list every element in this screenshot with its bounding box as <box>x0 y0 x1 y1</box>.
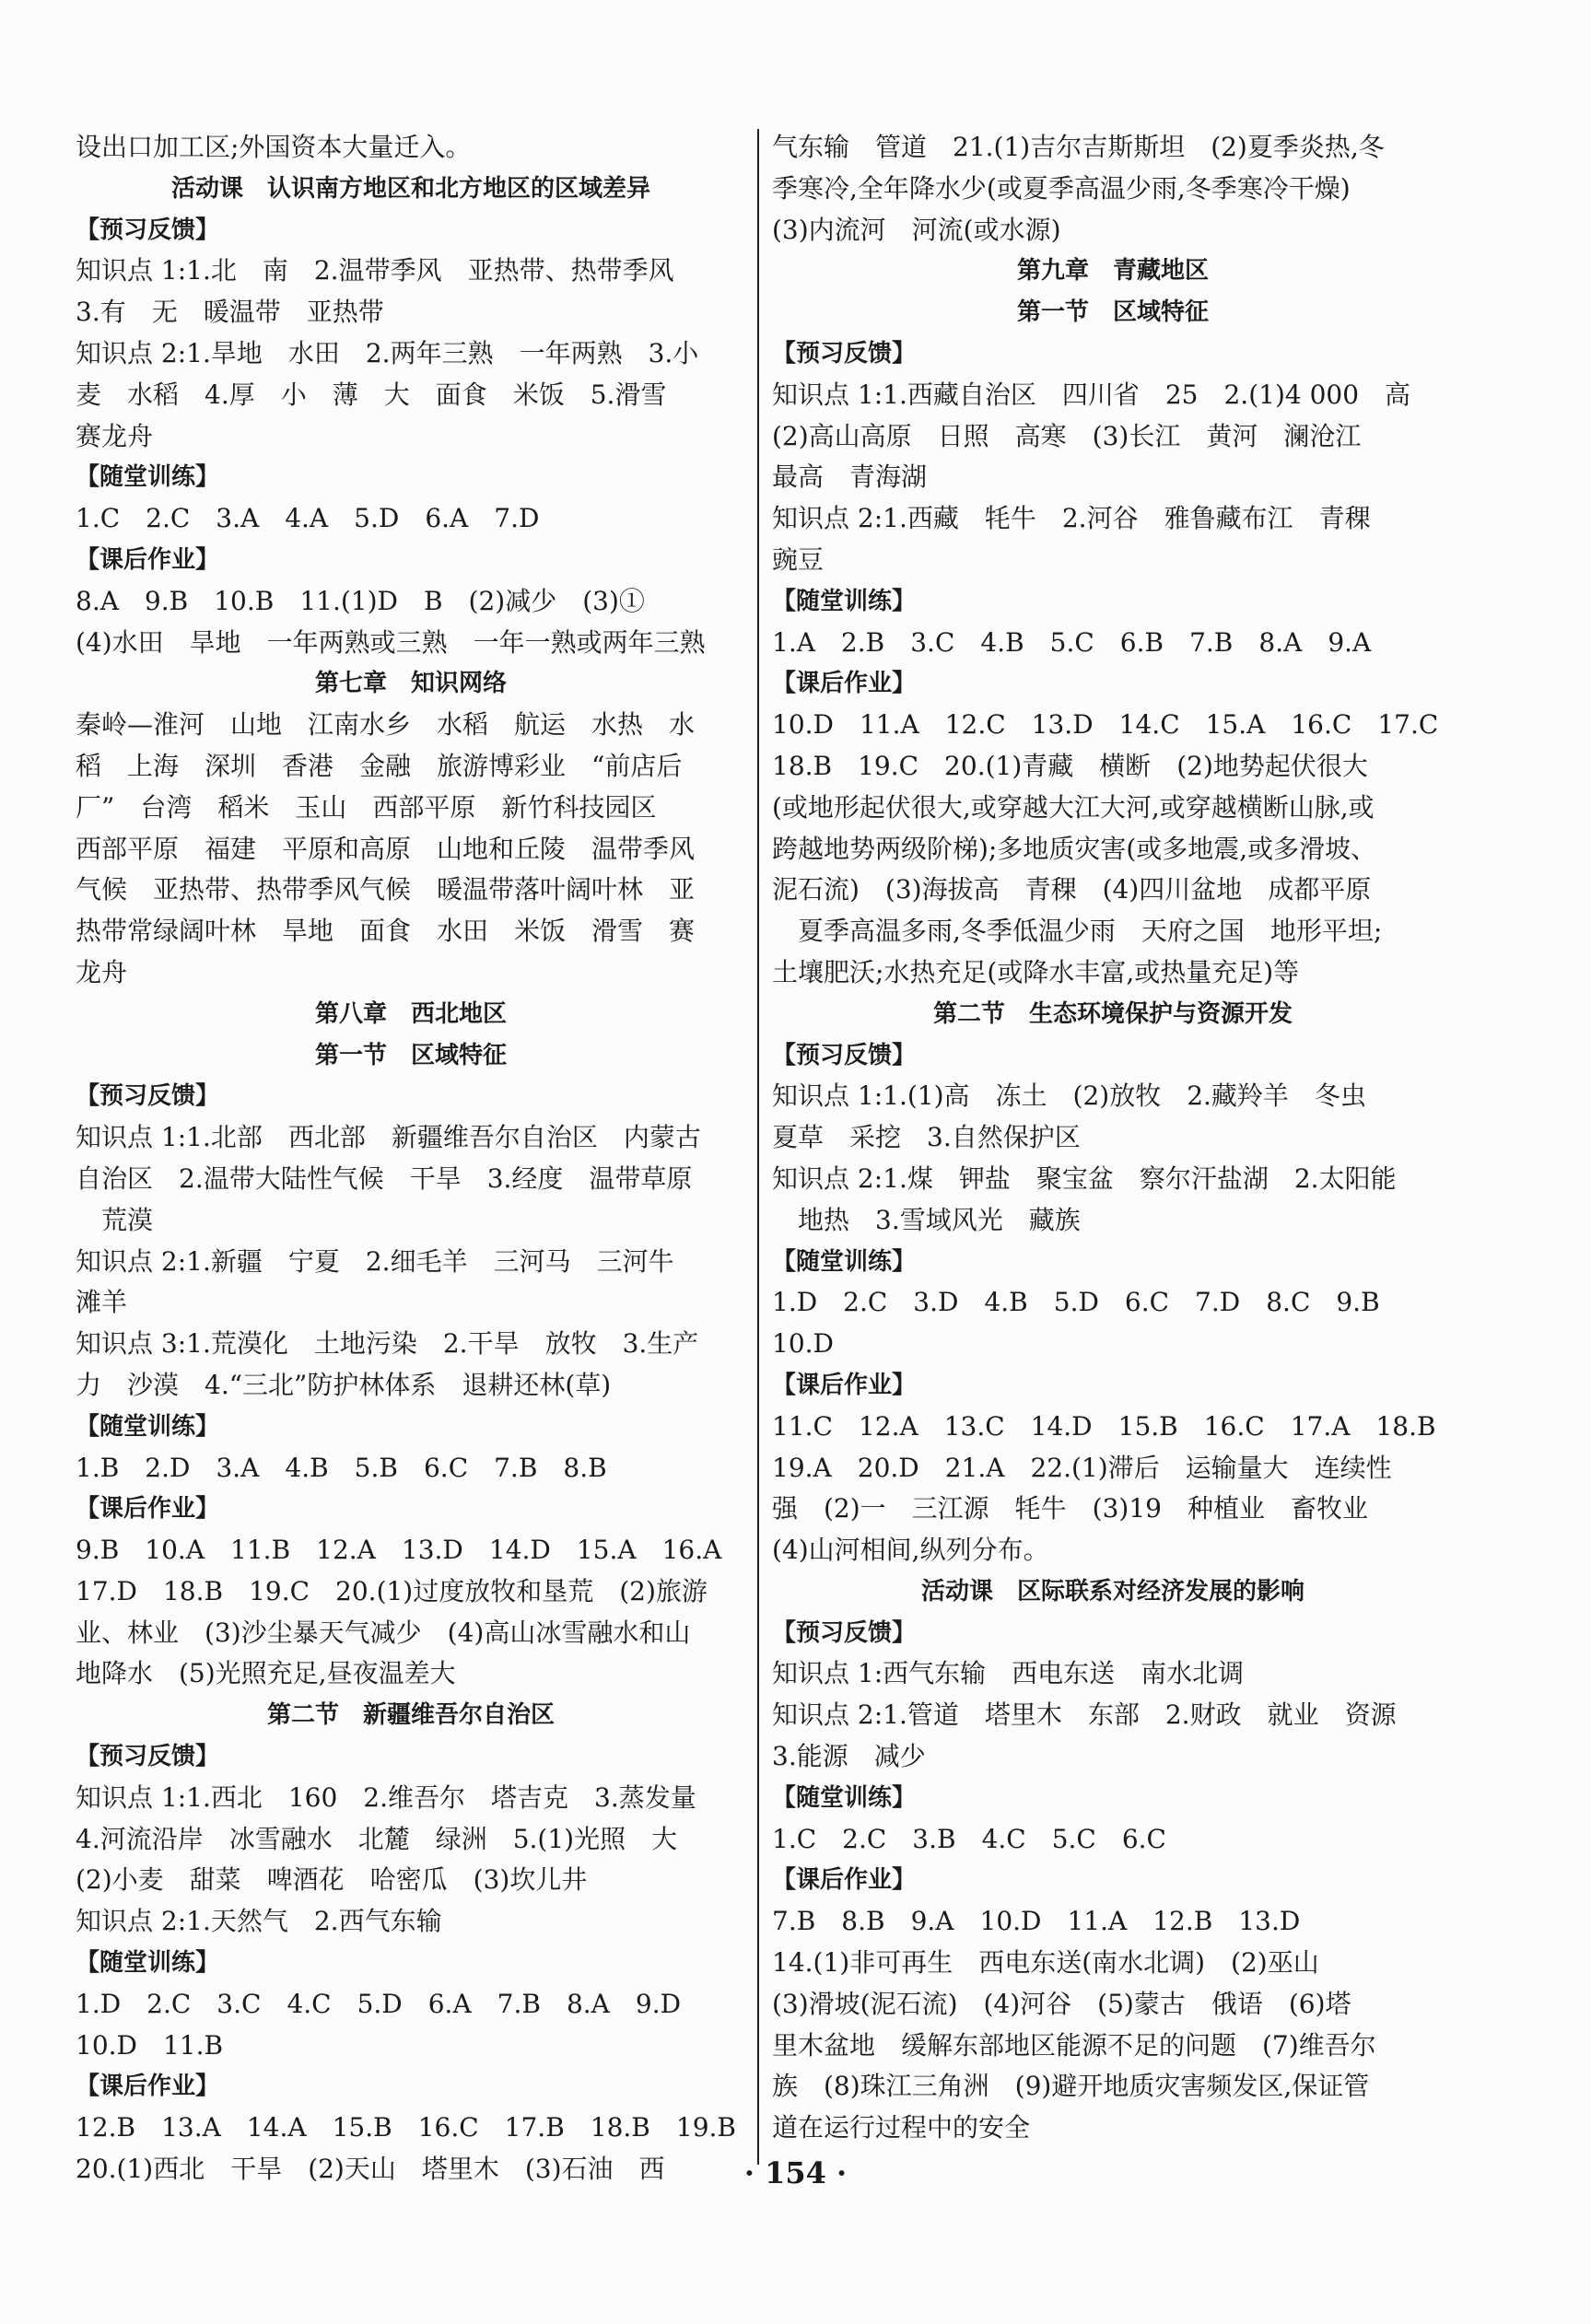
answer-line: 秦岭—淮河 山地 江南水乡 水稻 航运 水热 水 <box>76 709 696 741</box>
section-heading: 第八章 西北地区 <box>314 999 507 1028</box>
answer-line: (3)滑坡(泥石流) (4)河谷 (5)蒙古 俄语 (6)塔 <box>772 1988 1351 2019</box>
answer-line: 气东输 管道 21.(1)吉尔吉斯斯坦 (2)夏季炎热,冬 <box>772 132 1385 162</box>
answer-line: 知识点 2:1.西藏 牦牛 2.河谷 雅鲁藏布江 青稞 <box>772 503 1371 534</box>
answer-line: 龙舟 <box>76 956 128 987</box>
section-label: 【课后作业】 <box>76 545 220 574</box>
answer-line: 厂” 台湾 稻米 玉山 西部平原 新竹科技园区 <box>76 791 657 823</box>
answer-line: 17.D 18.B 19.C 20.(1)过度放牧和垦荒 (2)旅游 <box>76 1575 708 1606</box>
section-heading: 第一节 区域特征 <box>1016 298 1209 327</box>
answer-line: 豌豆 <box>772 543 825 575</box>
section-heading: 第七章 知识网络 <box>314 670 507 698</box>
section-label: 【课后作业】 <box>772 670 917 698</box>
column-divider <box>757 129 759 2165</box>
section-label: 【随堂训练】 <box>772 587 917 615</box>
section-label: 【随堂训练】 <box>772 1247 917 1276</box>
section-label: 【随堂训练】 <box>76 1412 220 1441</box>
answer-line: 知识点 2:1.管道 塔里木 东部 2.财政 就业 资源 <box>772 1699 1397 1731</box>
answer-line: 气候 亚热带、热带季风气候 暖温带落叶阔叶林 亚 <box>76 874 696 905</box>
answer-line: 夏草 采挖 3.自然保护区 <box>772 1122 1081 1153</box>
answer-line: 泥石流) (3)海拔高 青稞 (4)四川盆地 成都平原 <box>772 874 1372 905</box>
section-label: 【预习反馈】 <box>76 1082 220 1111</box>
answer-line: 设出口加工区;外国资本大量迁入。 <box>76 132 472 162</box>
answer-line: 业、林业 (3)沙尘暴天气减少 (4)高山冰雪融水和山 <box>76 1617 691 1648</box>
answer-line: 知识点 2:1.天然气 2.西气东输 <box>76 1906 442 1937</box>
answer-line: 19.A 20.D 21.A 22.(1)滞后 运输量大 连续性 <box>772 1452 1392 1483</box>
section-heading: 第二节 生态环境保护与资源开发 <box>932 999 1293 1028</box>
section-label: 【随堂训练】 <box>772 1783 917 1812</box>
section-label: 【课后作业】 <box>76 2073 220 2101</box>
answer-line: 族 (8)珠江三角洲 (9)避开地质灾害频发区,保证管 <box>772 2071 1370 2102</box>
section-label: 【课后作业】 <box>772 1866 917 1895</box>
answer-line: 知识点 1:1.北 南 2.温带季风 亚热带、热带季风 <box>76 255 674 286</box>
answer-line: 知识点 2:1.煤 钾盐 聚宝盆 察尔汗盐湖 2.太阳能 <box>772 1162 1397 1194</box>
section-label: 【预习反馈】 <box>772 1041 917 1069</box>
section-label: 【随堂训练】 <box>76 1949 220 1978</box>
answer-line: 知识点 3:1.荒漠化 土地污染 2.干旱 放牧 3.生产 <box>76 1328 699 1360</box>
answer-line: 10.D <box>772 1328 834 1360</box>
answer-line: 季寒冷,全年降水少(或夏季高温少雨,冬季寒冷干燥) <box>772 172 1351 204</box>
answer-line: 地降水 (5)光照充足,昼夜温差大 <box>76 1658 456 1689</box>
answer-line: 11.C 12.A 13.C 14.D 15.B 16.C 17.A 18.B <box>772 1410 1436 1442</box>
answer-line: 热带常绿阔叶林 旱地 面食 水田 米饭 滑雪 赛 <box>76 916 696 947</box>
answer-line: 1.C 2.C 3.A 4.A 5.D 6.A 7.D <box>76 503 540 534</box>
answer-line: (或地形起伏很大,或穿越大江大河,或穿越横断山脉,或 <box>772 791 1375 823</box>
answer-line: 知识点 1:1.西藏自治区 四川省 25 2.(1)4 000 高 <box>772 379 1411 410</box>
answer-line: 12.B 13.A 14.A 15.B 16.C 17.B 18.B 19.B <box>76 2112 736 2143</box>
section-heading: 第九章 青藏地区 <box>1016 257 1209 286</box>
answer-line: 3.有 无 暖温带 亚热带 <box>76 297 384 328</box>
answer-line: 夏季高温多雨,冬季低温少雨 天府之国 地形平坦; <box>772 916 1383 947</box>
left-column <box>76 127 746 2190</box>
section-label: 【课后作业】 <box>76 1495 220 1524</box>
answer-line: 4.河流沿岸 冰雪融水 北麓 绿洲 5.(1)光照 大 <box>76 1823 678 1854</box>
answer-line: 18.B 19.C 20.(1)青藏 横断 (2)地势起伏很大 <box>772 750 1368 781</box>
answer-line: 强 (2)一 三江源 牦牛 (3)19 种植业 畜牧业 <box>772 1493 1368 1524</box>
answer-line: 10.D 11.B <box>76 2029 224 2061</box>
answer-line: 地热 3.雪域风光 藏族 <box>772 1204 1081 1235</box>
answer-line: 滩羊 <box>76 1287 128 1318</box>
answer-line: 知识点 1:1.西北 160 2.维吾尔 塔吉克 3.蒸发量 <box>76 1781 696 1813</box>
answer-line: 知识点 1:1.(1)高 冻土 (2)放牧 2.藏羚羊 冬虫 <box>772 1080 1366 1112</box>
answer-line: 3.能源 减少 <box>772 1741 926 1772</box>
answer-line: (2)小麦 甜菜 啤酒花 哈密瓜 (3)坎儿井 <box>76 1864 588 1896</box>
answer-line: 跨越地势两级阶梯);多地质灾害(或多地震,或多滑坡、 <box>772 833 1377 864</box>
section-label: 【课后作业】 <box>772 1371 917 1399</box>
section-label: 【预习反馈】 <box>772 339 917 368</box>
answer-line: 知识点 2:1.旱地 水田 2.两年三熟 一年两熟 3.小 <box>76 337 699 368</box>
answer-line: 知识点 1:西气东输 西电东送 南水北调 <box>772 1658 1245 1689</box>
answer-line: (4)水田 旱地 一年两熟或三熟 一年一熟或两年三熟 <box>76 626 706 658</box>
answer-line: 稻 上海 深圳 香港 金融 旅游博彩业 “前店后 <box>76 750 683 781</box>
answer-line: 1.B 2.D 3.A 4.B 5.B 6.C 7.B 8.B <box>76 1452 607 1483</box>
answer-line: 麦 水稻 4.厚 小 薄 大 面食 米饭 5.滑雪 <box>76 379 667 410</box>
answer-line: 土壤肥沃;水热充足(或降水丰富,或热量充足)等 <box>772 956 1300 987</box>
answer-line: 道在运行过程中的安全 <box>772 2112 1031 2143</box>
answer-line: (3)内流河 河流(或水源) <box>772 214 1061 245</box>
section-label: 【预习反馈】 <box>76 1743 220 1771</box>
section-heading: 活动课 区际联系对经济发展的影响 <box>920 1577 1304 1606</box>
answer-line: 9.B 10.A 11.B 12.A 13.D 14.D 15.A 16.A <box>76 1535 722 1566</box>
answer-line: 1.C 2.C 3.B 4.C 5.C 6.C <box>772 1823 1166 1854</box>
answer-line: 知识点 1:1.北部 西北部 新疆维吾尔自治区 内蒙古 <box>76 1122 701 1153</box>
answer-line: 力 沙漠 4.“三北”防护林体系 退耕还林(草) <box>76 1369 612 1400</box>
section-heading: 第一节 区域特征 <box>314 1041 507 1069</box>
answer-line: 7.B 8.B 9.A 10.D 11.A 12.B 13.D <box>772 1906 1301 1937</box>
answer-line: 1.D 2.C 3.D 4.B 5.D 6.C 7.D 8.C 9.B <box>772 1287 1380 1318</box>
answer-line: 20.(1)西北 干旱 (2)天山 塔里木 (3)石油 西 <box>76 2154 665 2185</box>
answer-line: 10.D 11.A 12.C 13.D 14.C 15.A 16.C 17.C <box>772 709 1439 741</box>
page-number: · 154 · <box>743 2155 848 2190</box>
section-heading: 第二节 新疆维吾尔自治区 <box>266 1701 555 1730</box>
answer-line: 赛龙舟 <box>76 420 154 451</box>
answer-line: 西部平原 福建 平原和高原 山地和丘陵 温带季风 <box>76 833 696 864</box>
answer-line: 自治区 2.温带大陆性气候 干旱 3.经度 温带草原 <box>76 1162 693 1194</box>
section-label: 【预习反馈】 <box>76 216 220 244</box>
answer-line: 8.A 9.B 10.B 11.(1)D B (2)减少 (3)① <box>76 585 645 616</box>
answer-line: 最高 青海湖 <box>772 461 928 493</box>
answer-line: 里木盆地 缓解东部地区能源不足的问题 (7)维吾尔 <box>772 2029 1376 2061</box>
answer-line: 1.D 2.C 3.C 4.C 5.D 6.A 7.B 8.A 9.D <box>76 1988 682 2019</box>
section-heading: 活动课 认识南方地区和北方地区的区域差异 <box>170 174 650 203</box>
right-column <box>772 127 1454 2149</box>
answer-line: 荒漠 <box>76 1204 154 1235</box>
section-label: 【随堂训练】 <box>76 463 220 492</box>
answer-line: (2)高山高原 日照 高寒 (3)长江 黄河 澜沧江 <box>772 420 1362 451</box>
answer-line: (4)山河相间,纵列分布。 <box>772 1535 1049 1566</box>
answer-line: 知识点 2:1.新疆 宁夏 2.细毛羊 三河马 三河牛 <box>76 1245 674 1277</box>
answer-line: 1.A 2.B 3.C 4.B 5.C 6.B 7.B 8.A 9.A <box>772 626 1372 658</box>
section-label: 【预习反馈】 <box>772 1618 917 1647</box>
answer-line: 14.(1)非可再生 西电东送(南水北调) (2)巫山 <box>772 1947 1319 1979</box>
